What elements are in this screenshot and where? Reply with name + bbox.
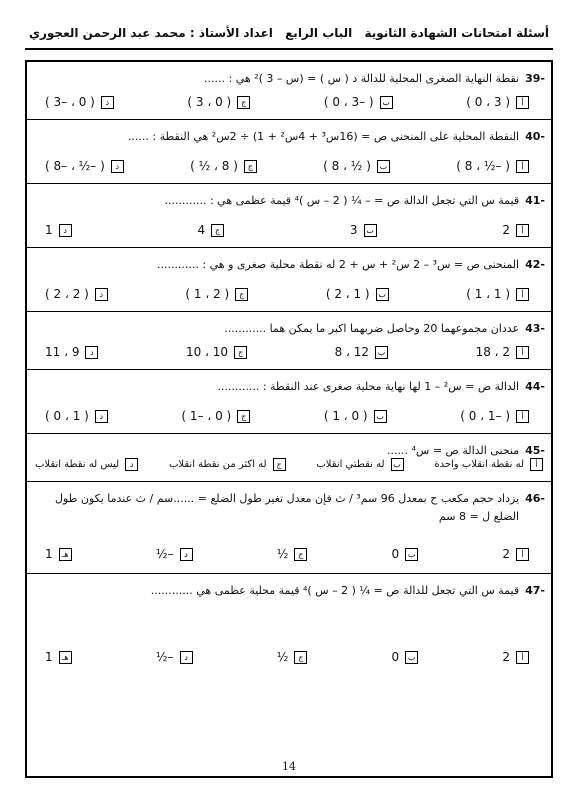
question-stem: [33, 128, 545, 146]
option-key-box: ب: [391, 458, 404, 471]
answer-option[interactable]: [392, 650, 419, 664]
question-number: -43: [525, 322, 545, 335]
option-text: –½: [155, 547, 174, 561]
option-text: 1: [45, 223, 53, 237]
answer-options: [45, 345, 529, 359]
answer-option[interactable]: [350, 223, 377, 237]
answer-option[interactable]: [186, 345, 247, 359]
option-key-box: أ: [516, 224, 529, 237]
option-text: 2: [502, 547, 510, 561]
answer-option[interactable]: [456, 159, 529, 173]
answer-option[interactable]: [392, 547, 419, 561]
option-text: ( 0 ، 1 ): [323, 409, 368, 423]
answer-option[interactable]: [181, 409, 250, 423]
question-block: [27, 370, 551, 434]
answer-option[interactable]: [466, 287, 529, 301]
option-key-box: أ: [516, 651, 529, 664]
answer-option[interactable]: [323, 159, 390, 173]
option-key-box: ج: [273, 458, 286, 471]
answer-option[interactable]: [169, 458, 286, 471]
answer-option[interactable]: [476, 345, 529, 359]
question-number: -44: [525, 380, 545, 393]
question-text: يزداد حجم مكعب ح بمعدل 96 سم³ / ث فإن معدل تغير طول الضلع = ......سم / ث عندما يكون طول الضلع ل = 8 سم: [54, 492, 520, 523]
question-text: الدالة ص = س² – 1 لها نهاية محلية صغرى عند النقطة : ............: [217, 380, 520, 393]
option-text: له نقطتي انقلاب: [316, 459, 385, 470]
option-text: 0: [391, 547, 400, 561]
option-text: ( 1 ، 0 ): [45, 409, 89, 423]
answer-option[interactable]: [324, 409, 387, 423]
question-block: [27, 62, 551, 120]
option-text: 3: [349, 223, 358, 237]
answer-option[interactable]: [502, 547, 529, 561]
option-key-box: ج: [294, 548, 307, 561]
question-block: [27, 248, 551, 312]
answer-option[interactable]: [335, 345, 388, 359]
answer-option[interactable]: [185, 287, 248, 301]
question-stem: [33, 256, 545, 274]
answer-option[interactable]: [460, 409, 529, 423]
answer-option[interactable]: [156, 650, 193, 664]
option-text: 0: [391, 650, 400, 664]
option-text: –½: [155, 650, 174, 664]
option-text: 12 ، 8: [334, 345, 370, 359]
answer-options: [45, 287, 529, 301]
option-key-box: ج: [237, 410, 250, 423]
option-text: 2: [502, 223, 510, 237]
option-text: ( –½ ، –8 ): [45, 159, 105, 173]
answer-option[interactable]: [326, 287, 389, 301]
exam-page: [25, 20, 553, 780]
option-key-box: د: [125, 458, 138, 471]
answer-option[interactable]: [466, 95, 529, 109]
option-key-box: د: [95, 410, 108, 423]
option-key-box: أ: [516, 346, 529, 359]
question-block: [27, 482, 551, 574]
question-stem: [33, 192, 545, 210]
option-key-box: هـ: [59, 651, 72, 664]
answer-option[interactable]: [45, 345, 98, 359]
question-text: منحنى الدالة ص = س⁴ ......: [386, 444, 520, 457]
question-number: -47: [525, 584, 545, 597]
answer-option[interactable]: [190, 159, 257, 173]
option-key-box: د: [101, 96, 114, 109]
option-key-box: د: [180, 548, 193, 561]
option-key-box: أ: [516, 160, 529, 173]
option-text: 4: [197, 223, 206, 237]
option-key-box: أ: [516, 96, 529, 109]
option-text: ( –½ ، 8 ): [456, 159, 510, 173]
question-block: [27, 574, 551, 674]
option-text: ( 8 ، ½ ): [190, 159, 238, 173]
option-text: 9 ، 11: [45, 345, 80, 359]
option-key-box: د: [59, 224, 72, 237]
question-block: [27, 312, 551, 370]
option-key-box: د: [85, 346, 98, 359]
option-text: 1: [45, 650, 53, 664]
question-stem: [33, 490, 545, 526]
question-stem: [33, 582, 545, 600]
option-key-box: ب: [380, 96, 393, 109]
answer-option[interactable]: [316, 458, 403, 471]
question-block: [27, 120, 551, 184]
option-key-box: ج: [294, 651, 307, 664]
option-key-box: ج: [244, 160, 257, 173]
question-stem: [33, 70, 545, 88]
option-text: ( 0 ، –3 ): [45, 95, 95, 109]
question-number: -39: [525, 72, 545, 85]
question-text: المنحنى ص = س³ – 2 س² + س + 2 له نقطة محلية صغرى و هي : ............: [156, 258, 520, 271]
question-text: قيمة س التي تجعل للدالة ص = ¼ ( 2 – س )⁴ قيمة محلية عظمى هي ............: [150, 584, 520, 597]
answer-option[interactable]: [277, 547, 308, 561]
question-number: -42: [525, 258, 545, 271]
option-key-box: أ: [516, 288, 529, 301]
answer-option[interactable]: [45, 547, 72, 561]
answer-options: [45, 547, 529, 561]
option-text: له نقطة انقلاب واحدة: [434, 459, 524, 470]
answer-option[interactable]: [324, 95, 393, 109]
option-key-box: ج: [237, 96, 250, 109]
answer-option[interactable]: [35, 458, 138, 471]
option-key-box: هـ: [59, 548, 72, 561]
option-key-box: د: [180, 651, 193, 664]
header-chapter: الباب الرابع: [285, 26, 353, 40]
question-stem: [33, 320, 545, 338]
answer-option[interactable]: [45, 287, 108, 301]
option-text: 2 ، 18: [475, 345, 510, 359]
option-key-box: د: [95, 288, 108, 301]
option-text: ( 3 ، 0 ): [466, 95, 510, 109]
answer-option[interactable]: [45, 223, 72, 237]
option-text: ( 2 ، 1 ): [185, 287, 230, 301]
header-title: أسئلة امتحانات الشهادة الثانوية: [364, 26, 549, 40]
question-number: -45: [525, 444, 545, 457]
question-block: [27, 184, 551, 248]
answer-option[interactable]: [187, 95, 250, 109]
answer-options: [45, 95, 529, 109]
question-block: [27, 434, 551, 482]
option-text: ( –3 ، 0 ): [323, 95, 374, 109]
option-text: ( ½ ، 8 ): [323, 159, 371, 173]
header-author: اعداد الأستاذ : محمد عبد الرحمن العجوري: [29, 26, 273, 40]
option-text: ليس له نقطة انقلاب: [35, 459, 120, 470]
question-text: عددان مجموعهما 20 وحاصل ضربهما اكبر ما يمكن هما ............: [224, 322, 520, 335]
option-key-box: أ: [516, 548, 529, 561]
option-text: ( 2 ، 2 ): [45, 287, 89, 301]
questions-frame: [25, 60, 553, 778]
answer-option[interactable]: [277, 650, 308, 664]
answer-option[interactable]: [45, 95, 114, 109]
answer-option[interactable]: [45, 409, 108, 423]
option-key-box: ب: [377, 160, 390, 173]
option-key-box: ب: [374, 410, 387, 423]
option-key-box: ب: [364, 224, 377, 237]
option-key-box: ج: [234, 346, 247, 359]
option-text: ( –1 ، 0 ): [460, 409, 510, 423]
option-text: ( 1 ، 1 ): [466, 287, 510, 301]
option-text: ½: [276, 547, 289, 561]
question-stem: [33, 378, 545, 396]
answer-option[interactable]: [502, 223, 529, 237]
header-rule: [25, 48, 553, 50]
question-text: النقطة المحلية على المنحنى ص = (16س³ + 4س² + 1) ÷ 2س² هي النقطة : ......: [127, 130, 520, 143]
page-header: [25, 20, 553, 46]
answer-option[interactable]: [502, 650, 529, 664]
option-key-box: ب: [405, 651, 418, 664]
answer-options: [45, 409, 529, 423]
answer-option[interactable]: [156, 547, 193, 561]
answer-option[interactable]: [45, 650, 72, 664]
question-number: -41: [525, 194, 545, 207]
answer-options: [35, 458, 543, 471]
question-text: قيمة س التي تجعل الدالة ص = – ¼ ( 2 – س )⁴ قيمة عظمى هي : ............: [164, 194, 520, 207]
question-number: -46: [525, 492, 545, 505]
option-key-box: ب: [376, 288, 389, 301]
option-text: 10 ، 10: [185, 345, 229, 359]
answer-options: [45, 159, 529, 173]
option-key-box: ب: [375, 346, 388, 359]
option-text: ( 0 ، 3 ): [187, 95, 232, 109]
option-text: ( 0 ، –1 ): [181, 409, 232, 423]
answer-option[interactable]: [45, 159, 124, 173]
option-key-box: ج: [211, 224, 224, 237]
option-key-box: ج: [235, 288, 248, 301]
option-key-box: د: [111, 160, 124, 173]
answer-options: [45, 223, 529, 237]
option-text: ( 1 ، 2 ): [325, 287, 370, 301]
option-key-box: أ: [530, 458, 543, 471]
option-text: 2: [502, 650, 510, 664]
page-number: 14: [282, 760, 296, 773]
option-text: ½: [276, 650, 289, 664]
option-key-box: ب: [405, 548, 418, 561]
option-key-box: أ: [516, 410, 529, 423]
question-text: نقطة النهاية الصغرى المحلية للدالة د ( س ) = (س – 3 )² هي : ......: [204, 72, 520, 85]
option-text: 1: [45, 547, 53, 561]
answer-option[interactable]: [197, 223, 224, 237]
option-text: له اكثر من نقطة انقلاب: [168, 459, 267, 470]
question-number: -40: [525, 130, 545, 143]
answer-options: [45, 650, 529, 664]
answer-option[interactable]: [434, 458, 543, 471]
